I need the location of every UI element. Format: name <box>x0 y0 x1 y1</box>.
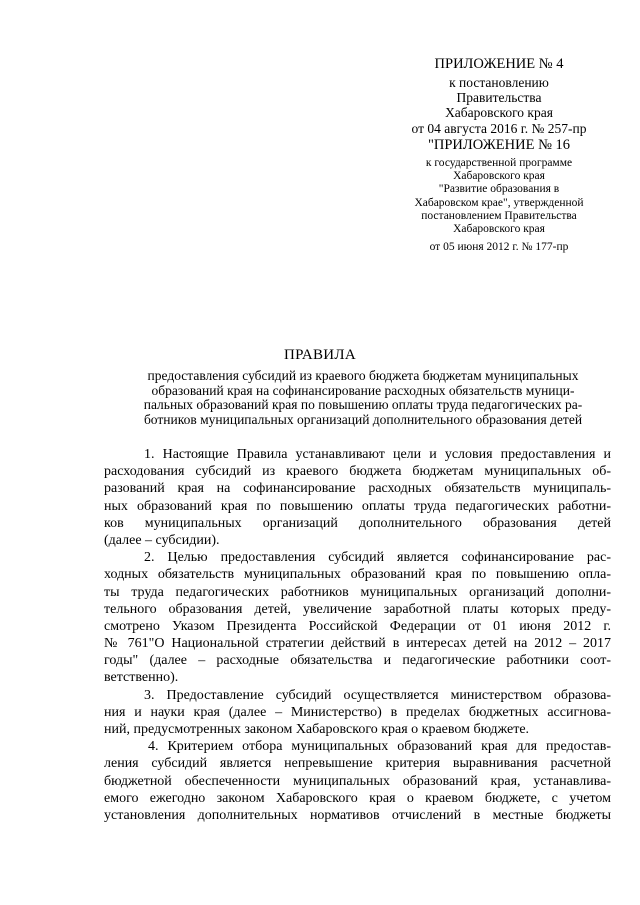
paragraph-line: бюджетной обеспеченности муниципальных образований края, устанавлива- <box>104 773 611 789</box>
paragraph-line: ков муниципальных организаций дополнительного образования детей <box>104 515 611 531</box>
paragraph-line: ходных обязательств муниципальных образований края по повышению опла- <box>104 567 611 583</box>
paragraph-line: ты труда педагогических работников муниципальных организаций дополни- <box>104 584 611 600</box>
paragraph-line: ления субсидий является непревышение критерия выравнивания расчетной <box>104 756 611 772</box>
document-title: ПРАВИЛА <box>283 347 357 363</box>
paragraph-line: разований края на софинансирование расходных обязательств муниципаль- <box>104 481 611 497</box>
paragraph-line: (далее – субсидии). <box>104 532 220 548</box>
paragraph-line: ных образований края по повышению оплаты труда педагогических работни- <box>104 498 611 514</box>
paragraph-line: установления дополнительных нормативов отчислений в местные бюджеты <box>104 807 611 823</box>
paragraph-line: № 761"О Национальной стратегии действий в интересах детей на 2012 – 2017 <box>104 636 611 652</box>
paragraph-line: ния и науки края (далее – Министерство) в пределах бюджетных ассигнова- <box>104 704 611 720</box>
paragraph-line: ветственно). <box>104 670 179 686</box>
subtitle-line: пальных образований края по повышению оплаты труда педагогических ра- <box>143 397 583 412</box>
annex-1-date: от 04 августа 2016 г. № 257-пр <box>411 121 587 136</box>
paragraph-line: 2. Целью предоставления субсидий является софинансирование рас- <box>144 550 611 566</box>
annex-2-date: от 05 июня 2012 г. № 177-пр <box>429 241 569 253</box>
paragraph-line: смотрено Указом Президента Российской Федерации от 01 июня 2012 г. <box>104 618 611 634</box>
annex-1-line: Хабаровского края <box>445 105 553 120</box>
annex-2-title: "ПРИЛОЖЕНИЕ № 16 <box>427 137 571 153</box>
subtitle-line: образований края на софинансирование расходных обязательств муници- <box>151 382 575 398</box>
paragraph-line: годы" (далее – расходные обязательства и педагогические работники соот- <box>104 653 611 669</box>
paragraph-line: 4. Критерием отбора муниципальных образований края для предостав- <box>148 739 611 755</box>
annex-2-line: "Развитие образования в <box>438 183 560 196</box>
annex-1-line: Правительства <box>456 90 542 105</box>
paragraph-line: 3. Предоставление субсидий осуществляется министерством образова- <box>144 687 611 703</box>
annex-1-line: к постановлению <box>449 75 549 90</box>
annex-2-line: к государственной программе <box>425 157 573 169</box>
paragraph-line: 1. Настоящие Правила устанавливают цели и условия предоставления и <box>144 447 611 462</box>
annex-2-line: Хабаровского края <box>453 170 545 183</box>
annex-2-line: Хабаровского края <box>453 223 545 236</box>
paragraph-line: ний, предусмотренных законом Хабаровского края о краевом бюджете. <box>104 722 530 737</box>
annex-2-line: Хабаровском крае", утвержденной <box>414 196 584 209</box>
paragraph-line: тельного образования детей, увеличение заработной платы которых преду- <box>104 601 611 617</box>
document-subtitle <box>118 369 608 427</box>
annex-1-reference <box>384 75 614 120</box>
document-body <box>104 446 611 824</box>
annex-1-title: ПРИЛОЖЕНИЕ № 4 <box>434 56 564 72</box>
subtitle-line: предоставления субсидий из краевого бюджета бюджетам муниципальных <box>147 368 579 383</box>
paragraph-line: емого ежегодно законом Хабаровского края о краевом бюджете, с учетом <box>104 790 611 806</box>
annex-2-reference <box>384 157 614 236</box>
annex-2-line: постановлением Правительства <box>421 209 577 222</box>
paragraph-line: расходования субсидий из краевого бюджета бюджетам муниципальных об- <box>104 464 611 480</box>
subtitle-line: ботников муниципальных организаций дополнительного образования детей <box>143 411 583 427</box>
